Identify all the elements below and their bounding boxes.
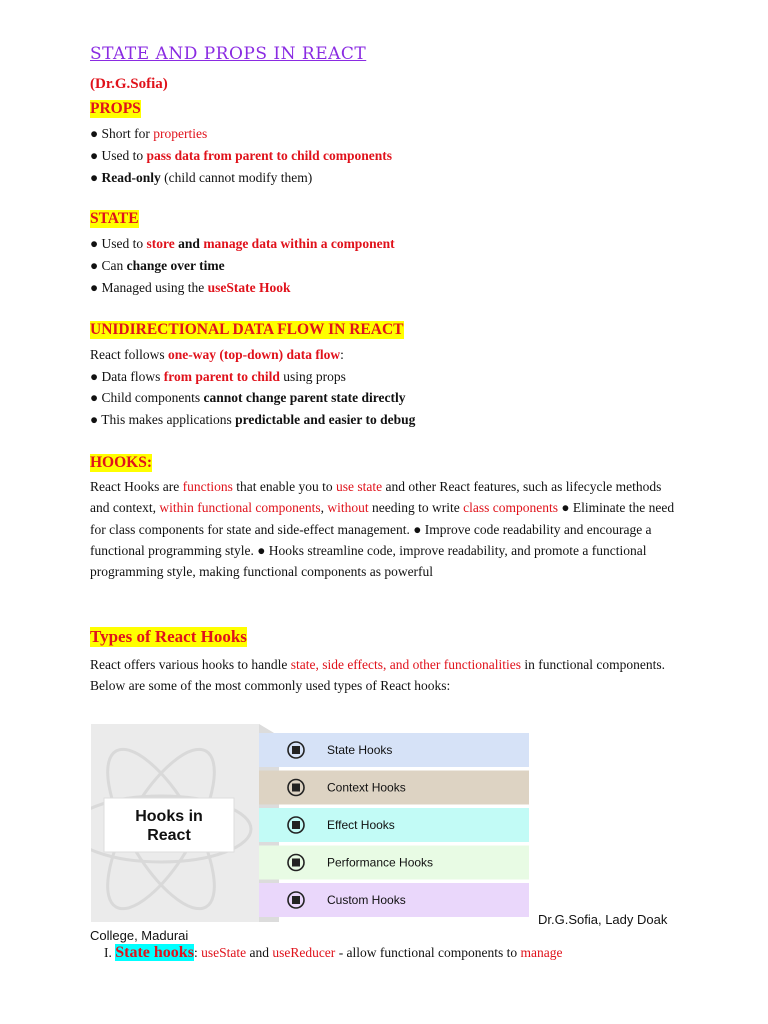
highlight-text: state, side effects, and other functionalities <box>290 657 522 672</box>
hooks-paragraph <box>90 476 680 582</box>
text: and other React features, such as lifecycle methods and context, <box>90 479 662 516</box>
text: that enable you to <box>232 479 336 494</box>
text: : <box>193 945 202 960</box>
bullet: ● <box>90 412 99 427</box>
highlight-text: without <box>327 500 369 516</box>
text: - allow functional components to <box>335 945 521 960</box>
state-item-1 <box>90 236 395 252</box>
bold-text: and <box>174 236 204 251</box>
highlight-text: useState <box>201 945 247 960</box>
props-item-3 <box>90 170 312 186</box>
hooks-diagram <box>91 724 532 922</box>
text: React offers various hooks to handle <box>90 657 291 672</box>
image-caption-2: College, Madurai <box>90 928 189 943</box>
text: using props <box>279 369 346 384</box>
flow-intro <box>90 347 344 363</box>
list-number: I. <box>104 945 116 960</box>
diagram-item-state-hooks <box>259 733 529 767</box>
props-item-2 <box>90 148 392 164</box>
bullet: ● <box>90 390 99 405</box>
bold-text: Read-only <box>101 170 161 185</box>
text: React Hooks are <box>90 479 183 494</box>
text: Child components <box>101 390 204 405</box>
text: Data flows <box>101 369 164 384</box>
text: Can <box>101 258 127 273</box>
highlight-text: store <box>146 236 175 251</box>
diagram-center-label-1: Hooks in <box>135 808 203 825</box>
diagram-item-label: Effect Hooks <box>327 818 395 832</box>
props-item-1 <box>90 126 207 142</box>
image-caption-1: Dr.G.Sofia, Lady Doak <box>538 912 668 927</box>
author-line: (Dr.G.Sofia) <box>90 76 168 92</box>
document-icon-detail <box>292 784 300 792</box>
types-paragraph <box>90 654 680 697</box>
diagram-item-custom-hooks <box>259 883 529 917</box>
highlight-text: useReducer <box>272 945 336 960</box>
highlight-text: functions <box>182 479 233 494</box>
props-heading: PROPS <box>90 100 141 117</box>
state-hooks-label: State hooks <box>115 944 194 961</box>
diagram-center-label-2: React <box>147 827 191 844</box>
text: Used to <box>101 148 147 163</box>
speedometer-icon-detail <box>292 859 300 867</box>
bullet: ● <box>90 126 99 141</box>
highlight-text: within functional components <box>159 500 321 516</box>
text: , <box>320 500 328 516</box>
highlight-text: properties <box>153 126 208 141</box>
highlight-text: manage <box>520 945 563 960</box>
person-gear-icon-detail <box>292 746 300 754</box>
bullet: ● <box>90 258 99 273</box>
flow-item-3 <box>90 412 415 428</box>
bullet: ● <box>90 148 99 163</box>
settings-panel-icon-detail <box>292 896 300 904</box>
highlight-text: class components <box>463 500 558 516</box>
bold-text: cannot change parent state directly <box>203 390 406 405</box>
highlight-text: use state <box>335 479 383 494</box>
state-item-3 <box>90 280 291 296</box>
flow-item-2 <box>90 390 406 406</box>
diagram-item-label: Custom Hooks <box>327 893 406 907</box>
bullet: ● <box>90 170 99 185</box>
diagram-item-label: Performance Hooks <box>327 855 434 870</box>
bold-text: change over time <box>126 258 225 273</box>
flow-heading: UNIDIRECTIONAL DATA FLOW IN REACT <box>90 321 404 338</box>
flow-item-1 <box>90 369 346 385</box>
diagram-item-performance-hooks <box>259 846 529 880</box>
diagram-item-effect-hooks <box>259 808 529 842</box>
highlight-text: manage data within a component <box>203 236 395 251</box>
types-heading: Types of React Hooks <box>90 627 247 646</box>
text: Managed using the <box>101 280 208 295</box>
list-item-state-hooks <box>104 944 563 962</box>
text: : <box>340 347 344 362</box>
text: ● Eliminate the need for class components for state and side-effect management. ● Improve code readability and encourage a functional programming style. ● Hooks streamline code, improve readability, and promote a functional programming style, making functional components as powerful <box>90 500 675 580</box>
highlight-text: from parent to child <box>163 369 280 384</box>
bold-text: predictable and easier to debug <box>235 412 416 427</box>
state-item-2 <box>90 258 225 274</box>
bullet: ● <box>90 236 99 251</box>
bullet: ● <box>90 369 99 384</box>
highlight-text: useState Hook <box>207 280 291 295</box>
text: and <box>246 945 273 960</box>
text: React follows <box>90 347 168 362</box>
state-heading: STATE <box>90 210 139 227</box>
magic-wand-icon-detail <box>292 821 300 829</box>
diagram-item-label: Context Hooks <box>327 780 406 795</box>
text: Used to <box>101 236 147 251</box>
diagram-item-label: State Hooks <box>327 743 393 757</box>
text: (child cannot modify them) <box>160 170 313 185</box>
text: in functional components. Below are some of the most commonly used types of React hooks: <box>90 657 665 694</box>
text: Short for <box>101 126 154 141</box>
highlight-text: one-way (top-down) data flow <box>167 347 341 362</box>
bullet: ● <box>90 280 99 295</box>
hooks-heading: HOOKS: <box>90 454 153 471</box>
text: This makes applications <box>101 412 236 427</box>
highlight-text: pass data from parent to child components <box>146 148 393 163</box>
diagram-item-context-hooks <box>259 771 529 805</box>
text: needing to write <box>368 500 464 516</box>
page-title: STATE AND PROPS IN REACT <box>90 44 367 64</box>
